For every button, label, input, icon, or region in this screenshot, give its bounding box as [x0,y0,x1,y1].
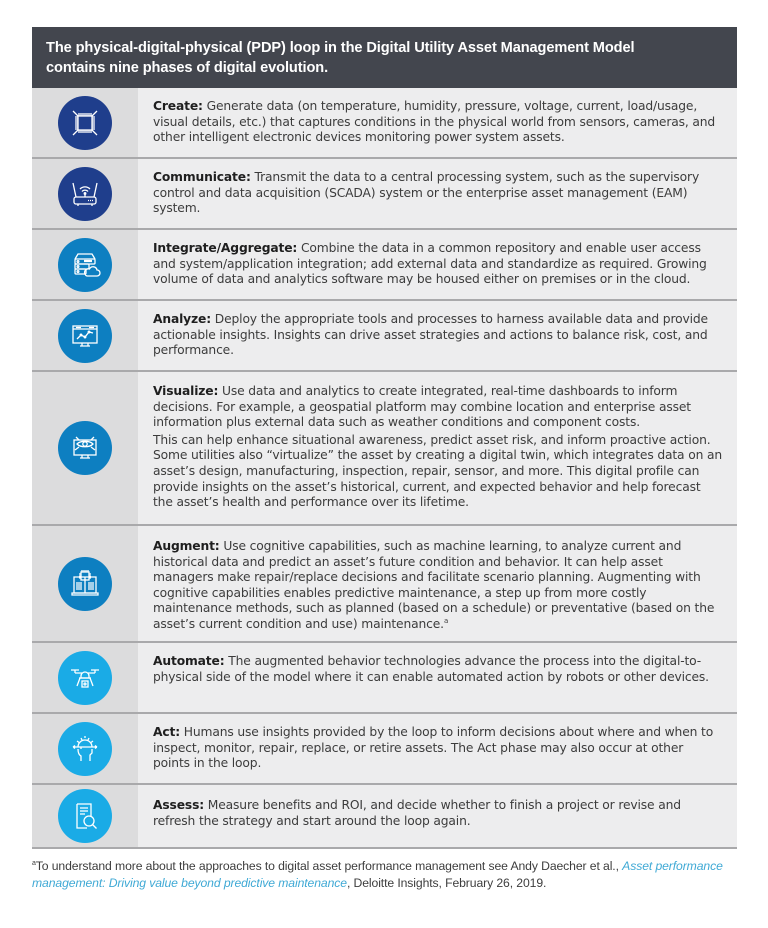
chip-book-icon [58,557,112,611]
footnote-link[interactable]: Asset performance management: Driving value beyond predictive maintenance [32,859,723,890]
phase-description [138,301,737,370]
header-title-line1: The physical-digital-physical (PDP) loop in the Digital Utility Asset Management Model [46,40,635,56]
phase-name: Analyze: [153,312,212,326]
table-header [32,27,737,88]
head-gear-icon [58,722,112,776]
monitor-chart-icon [58,309,112,363]
phase-text: Use cognitive capabilities, such as machine learning, to analyze current and historical data and predict an asset’s future condition and behavior. It can help asset managers make repair/replace decisions and facilitate scenario planning. Augmenting with cognitive capabilities enables predictive maintenance, a step up from more costly maintenance methods, such as planned (based on a schedule) or preventative (based on the asset’s current condition and use) maintenance. [153,539,715,631]
icon-cell [32,643,138,712]
footnote-text-after: , Deloitte Insights, February 26, 2019. [346,876,547,890]
phase-text: Deploy the appropriate tools and processes to harness available data and provide actionable insights. Insights can drive asset strategies and actions to balance risk, cost, and performance. [153,312,708,358]
phase-description [138,785,737,847]
phase-name: Create: [153,99,203,113]
icon-cell [32,88,138,157]
phase-row-automate [32,643,737,714]
phase-row-augment [32,526,737,643]
phase-description [138,526,737,641]
phase-row-assess [32,785,737,849]
phase-row-integrate [32,230,737,301]
icon-cell [32,785,138,847]
phase-row-communicate [32,159,737,230]
phase-name: Assess: [153,798,205,812]
footnote-mark: a [32,859,36,867]
footnote-text-before: To understand more about the approaches to digital asset performance management see Andy Daecher et al., [35,859,623,873]
phase-row-analyze [32,301,737,372]
phase-name: Integrate/Aggregate: [153,241,298,255]
footnote [32,858,737,892]
phase-text: Combine the data in a common repository and enable user access and system/application integration; add external data and standardize as required. Growing volume of data and analytics software may be housed either on premises or in the cloud. [153,241,707,287]
phase-text-continued: This can help enhance situational awareness, predict asset risk, and inform proactive action. Some utilities also “virtualize” the asset by creating a digital twin, which integrates data on an asset’s design, manufacturing, inspection, repair, sensor, and more. This digital profile can provide insights on the asset’s historical, current, and expected behavior and help forecast the asset’s health and performance over its lifetime. [153,432,723,510]
phase-name: Augment: [153,539,220,553]
icon-cell [32,372,138,524]
icon-cell [32,230,138,299]
phase-text: Use data and analytics to create integrated, real-time dashboards to inform decisions. For example, a geospatial platform may combine location and enterprise asset information plus external data such as weather conditions and component costs. [153,384,691,430]
wifi-router-icon [58,167,112,221]
icon-cell [32,526,138,641]
phase-name: Communicate: [153,170,251,184]
icon-cell [32,159,138,228]
drone-icon [58,651,112,705]
phase-name: Act: [153,725,181,739]
monitor-eye-icon [58,421,112,475]
phase-name: Visualize: [153,384,219,398]
microchip-icon [58,96,112,150]
document-magnifier-icon [58,789,112,843]
phase-description [138,159,737,228]
phase-description [138,643,737,712]
icon-cell [32,714,138,783]
pdp-loop-table [32,27,737,849]
phase-row-visualize [32,372,737,526]
phase-description [138,88,737,157]
phase-description [138,714,737,783]
phase-text: The augmented behavior technologies advance the process into the digital-to-physical side of the model where it can enable automated action by robots or other devices. [153,654,709,684]
footnote-marker: a [443,616,449,625]
phase-row-create [32,88,737,159]
phase-description [138,372,737,524]
phase-row-act [32,714,737,785]
icon-cell [32,301,138,370]
server-cloud-icon [58,238,112,292]
phase-text: Measure benefits and ROI, and decide whether to finish a project or revise and refresh the strategy and start around the loop again. [153,798,681,828]
phase-text: Transmit the data to a central processing system, such as the supervisory control and data acquisition (SCADA) system or the enterprise asset management (EAM) system. [153,170,700,216]
phase-text: Humans use insights provided by the loop to inform decisions about where and when to inspect, monitor, repair, replace, or retire assets. The Act phase may also occur at other points in the loop. [153,725,714,771]
phase-name: Automate: [153,654,225,668]
header-title-line2: contains nine phases of digital evolution. [46,60,329,76]
phase-text: Generate data (on temperature, humidity, pressure, voltage, current, load/usage, visual details, etc.) that captures conditions in the physical world from sensors, cameras, and other intelligent electronic devices monitoring power system assets. [153,99,716,145]
phase-description [138,230,737,299]
